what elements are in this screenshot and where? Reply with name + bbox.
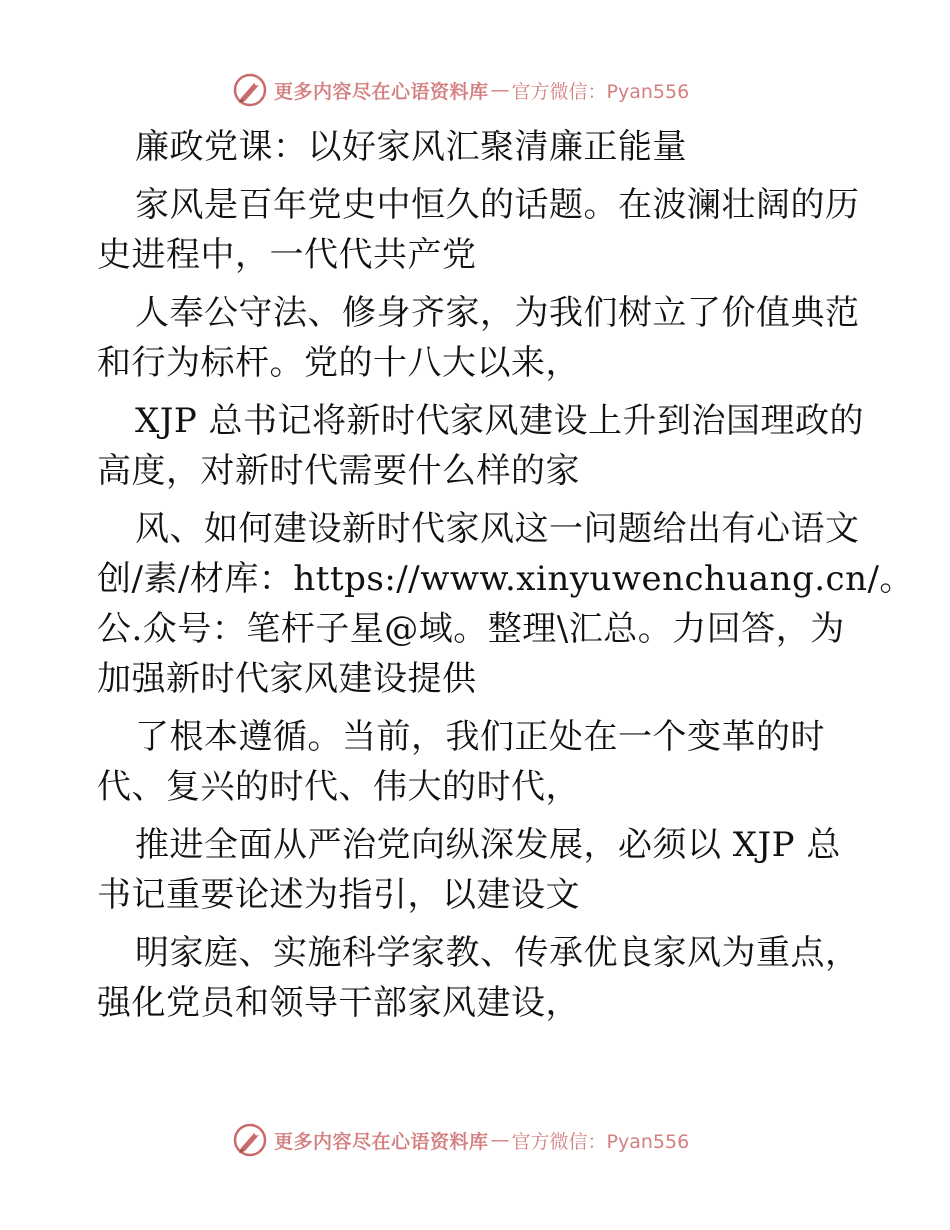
paragraph-line: 人奉公守法、修身齐家，为我们树立了价值典范 [135,293,860,333]
banner-separator: — [490,79,510,101]
header-watermark-banner [232,70,689,110]
banner-wechat-id: 官方微信：Pyan556 [511,1130,690,1153]
paragraph-line: 书记重要论述为指引，以建设文 [97,875,580,915]
paragraph-line: 创/素/材库：https://www.xinyuwenchuang.cn/。 [97,559,914,599]
paragraph-line: 家风是百年党史中恒久的话题。在波澜壮阔的历 [135,185,860,225]
pen-logo-icon [232,1122,268,1158]
banner-site-name: 更多内容尽在心语资料库 [274,1130,489,1153]
footer-watermark-banner [232,1120,689,1160]
paragraph-line: 高度，对新时代需要什么样的家 [97,451,580,491]
document-body [97,122,914,1028]
pen-logo-icon [232,72,268,108]
paragraph-line: 明家庭、实施科学家教、传承优良家风为重点， [135,933,860,973]
paragraph-line: 加强新时代家风建设提供 [97,659,477,699]
paragraph-line: 推进全面从严治党向纵深发展，必须以 XJP 总 [135,825,841,865]
banner-site-name: 更多内容尽在心语资料库 [274,80,489,103]
paragraph-line: 强化党员和领导干部家风建设， [97,983,580,1023]
paragraph-line: 公.众号：笔杆子星@域。整理\汇总。力回答，为 [97,609,845,649]
paragraph-line: 代、复兴的时代、伟大的时代， [97,767,580,807]
banner-wechat-id: 官方微信：Pyan556 [511,80,690,103]
document-title: 廉政党课：以好家风汇聚清廉正能量 [135,127,687,167]
paragraph-line: 和行为标杆。党的十八大以来， [97,343,580,383]
paragraph-line: 史进程中，一代代共产党 [97,235,477,275]
paragraph-line: 风、如何建设新时代家风这一问题给出有心语文 [135,509,860,549]
paragraph-line: 了根本遵循。当前，我们正处在一个变革的时 [135,717,825,757]
banner-separator: — [490,1129,510,1151]
paragraph-line: XJP 总书记将新时代家风建设上升到治国理政的 [135,401,865,441]
